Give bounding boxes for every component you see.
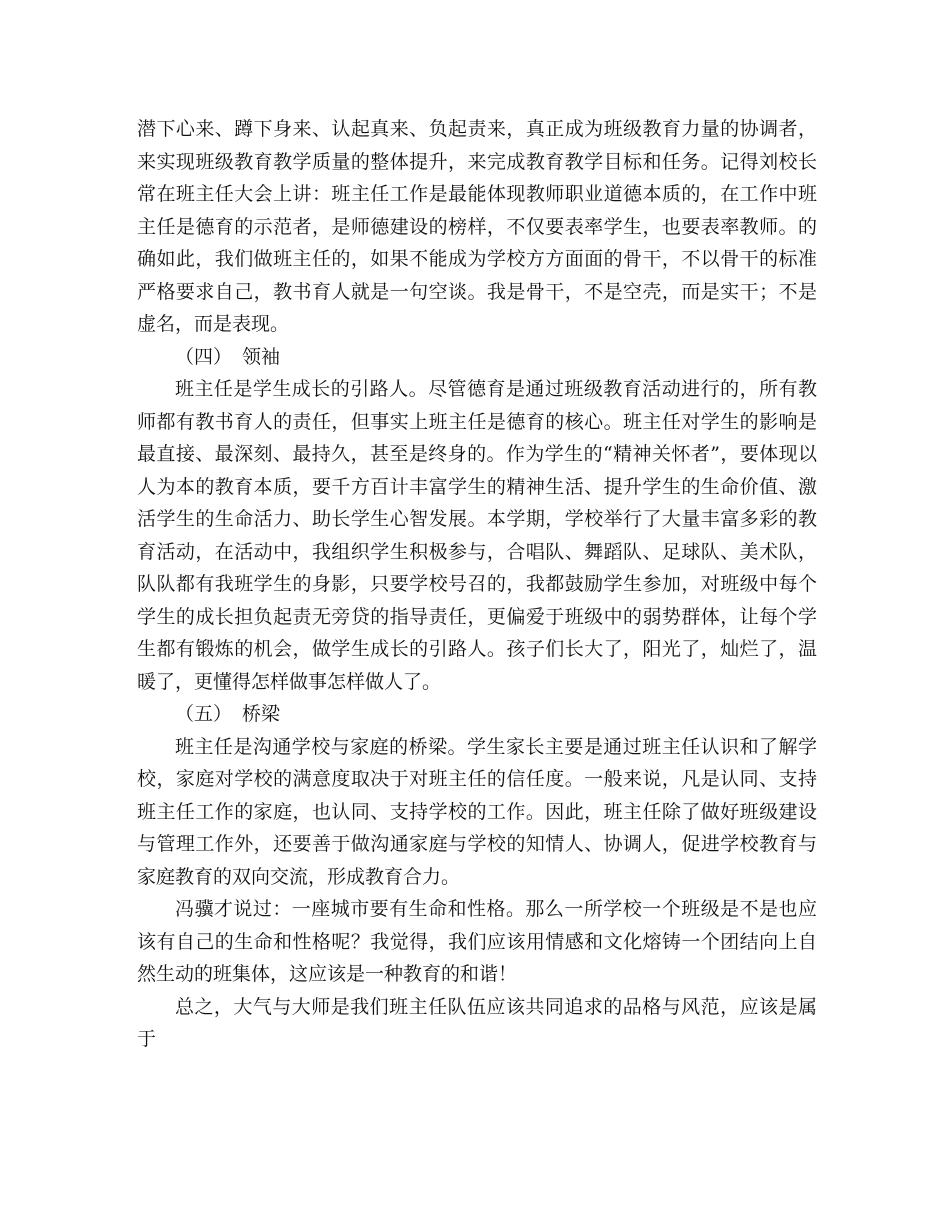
body-paragraph: 冯骥才说过：一座城市要有生命和性格。那么一所学校一个班级是不是也应该有自己的生命和性格呢？我觉得，我们应该用情感和文化熔铸一个团结向上自然生动的班集体，这应该是一种教育的和谐！ [137,898,817,985]
body-paragraph: 潜下心来、蹲下身来、认起真来、负起责来，真正成为班级教育力量的协调者，来实现班级教育教学质量的整体提升，来完成教育教学目标和任务。记得刘校长常在班主任大会上讲：班主任工作是最能体现教师职业道德本质的，在工作中班主任是德育的示范者，是师德建设的榜样，不仅要表率学生，也要表率教师。的确如此，我们做班主任的，如果不能成为学校方方面面的骨干，不以骨干的标准严格要求自己，教书育人就是一句空谈。我是骨干，不是空壳，而是实干；不是虚名，而是表现。 [137,118,817,335]
document-body [137,113,817,1056]
section-heading [137,698,817,731]
section-title: 领袖 [242,345,281,368]
section-title: 桥梁 [242,703,281,725]
body-paragraph: 班主任是学生成长的引路人。尽管德育是通过班级教育活动进行的，所有教师都有教书育人的责任，但事实上班主任是德育的核心。班主任对学生的影响是最直接、最深刻、最持久，甚至是终身的。作为学生的“精神关怀者”，要体现以人为本的教育本质，要千方百计丰富学生的精神生活、提升学生的生命价值、激活学生的生命活力、助长学生心智发展。本学期，学校举行了大量丰富多彩的教育活动，在活动中，我组织学生积极参与，合唱队、舞蹈队、足球队、美术队，队队都有我班学生的身影，只要学校号召的，我都鼓励学生参加，对班级中每个学生的成长担负起责无旁贷的指导责任，更偏爱于班级中的弱势群体，让每个学生都有锻炼的机会，做学生成长的引路人。孩子们长大了，阳光了，灿烂了，温暖了，更懂得怎样做事怎样做人了。 [137,378,817,693]
body-paragraph: 总之，大气与大师是我们班主任队伍应该共同追求的品格与风范，应该是属于 [137,995,817,1050]
section-heading [137,341,817,374]
body-paragraph: 班主任是沟通学校与家庭的桥梁。学生家长主要是通过班主任认识和了解学校，家庭对学校的满意度取决于对班主任的信任度。一般来说，凡是认同、支持班主任工作的家庭，也认同、支持学校的工作。因此，班主任除了做好班级建设与管理工作外，还要善于做沟通家庭与学校的知情人、协调人，促进学校教育与家庭教育的双向交流，形成教育合力。 [137,735,817,888]
section-number: （五） [175,703,233,725]
section-number: （四） [175,345,233,368]
